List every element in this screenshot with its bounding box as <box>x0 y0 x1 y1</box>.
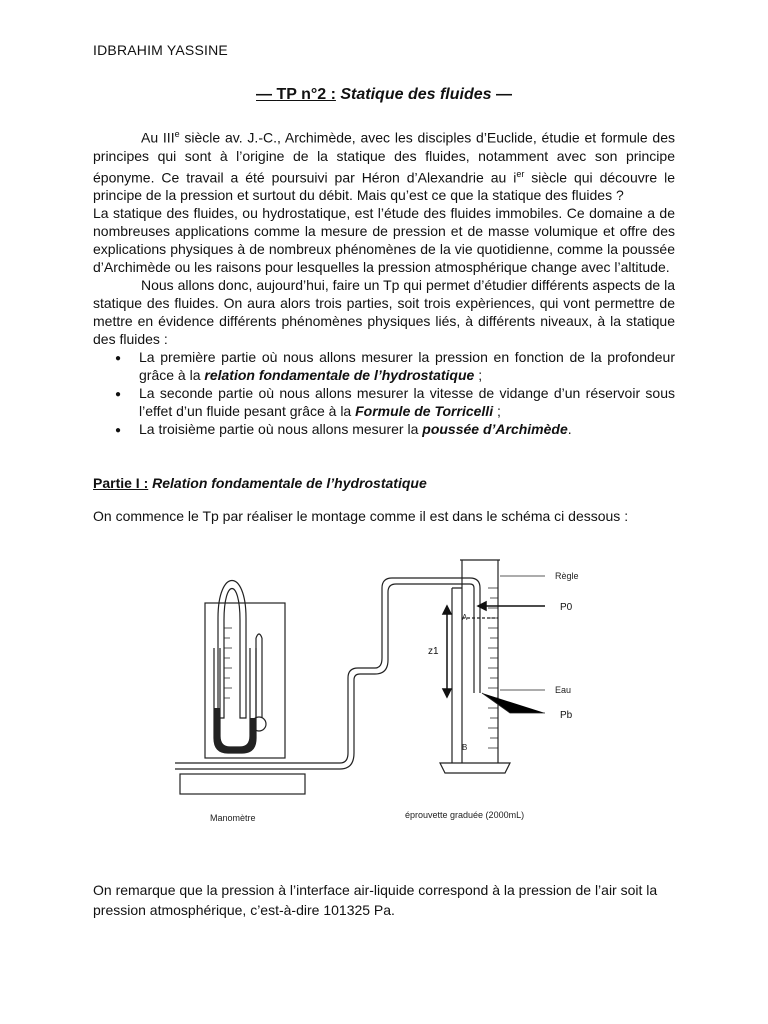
experiment-diagram <box>170 548 590 843</box>
intro-section <box>93 125 675 438</box>
parts-list <box>93 348 675 438</box>
title-number: TP n°2 : <box>276 86 336 103</box>
point-a-label: A <box>462 613 468 622</box>
diagram-svg <box>170 548 590 838</box>
part1-heading: Partie I : Relation fondamentale de l’hydrostatique <box>93 475 427 491</box>
part1-intro: On commence le Tp par réaliser le montage comme il est dans le schéma ci dessous : <box>93 508 629 524</box>
author-name: IDBRAHIM YASSINE <box>93 42 228 58</box>
point-b-label: B <box>462 743 468 752</box>
z1-label: z1 <box>428 646 439 657</box>
intro-paragraph-2: La statique des fluides, ou hydrostatique, est l’étude des fluides immobiles. Ce domaine a de nombreuses applications comme la mesure de pression et de masse volumique et offre des explications physiques à de nombreux phénomènes de la vie quotidienne, comme la poussée d’Archimède ou les raisons pour lesquelles la pression atmosphérique change avec l’altitude. <box>93 205 675 276</box>
title-subject: Statique des fluides <box>340 86 492 103</box>
manometer-caption: Manomètre <box>210 813 256 823</box>
cylinder-caption: éprouvette graduée (2000mL) <box>405 810 525 820</box>
title-prefix: — <box>256 86 277 103</box>
manometer-base <box>180 774 305 794</box>
pb-label: Pb <box>560 710 573 721</box>
list-item: ● La seconde partie où nous allons mesurer la vitesse de vidange d’un réservoir sous l’effet d’un fluide pesant grâce à la Formule de Torricelli ; <box>93 384 675 420</box>
p0-label: P0 <box>560 602 573 613</box>
intro-paragraph-1: Au IIIe siècle av. J.-C., Archimède, avec les disciples d’Euclide, étudie et formule des principes qui sont à l’origine de la statique des fluides, notamment avec son principe éponyme. Ce travail a été poursuivi par Héron d’Alexandrie au $i^{er}$ siècle qui découvre le principe de la pression et surtout du débit. Mais qu’est ce que la statique des fluides ? <box>93 129 675 204</box>
title-suffix: — <box>491 86 512 103</box>
part1-observation: On remarque que la pression à l’interface air-liquide correspond à la pression de l’air soit la pression atmosphérique, c’est-à-dire 101325 Pa. <box>93 882 658 918</box>
page-title <box>0 86 768 104</box>
eau-label: Eau <box>555 685 572 695</box>
intro-paragraph-3: Nous allons donc, aujourd’hui, faire un Tp qui permet d’étudier différents aspects de la statique des fluides. On aura alors trois parties, soit trois expèriences, qui vont permettre de mettre en évidence différents phénomènes physiques liés, à différents niveaux, à la statique des fluides : <box>93 277 675 348</box>
list-item: ● La troisième partie où nous allons mesurer la poussée d’Archimède. <box>93 420 675 438</box>
list-item: ● La première partie où nous allons mesurer la pression en fonction de la profondeur grâce à la relation fondamentale de l’hydrostatique ; <box>93 348 675 384</box>
regle-label: Règle <box>555 571 579 581</box>
